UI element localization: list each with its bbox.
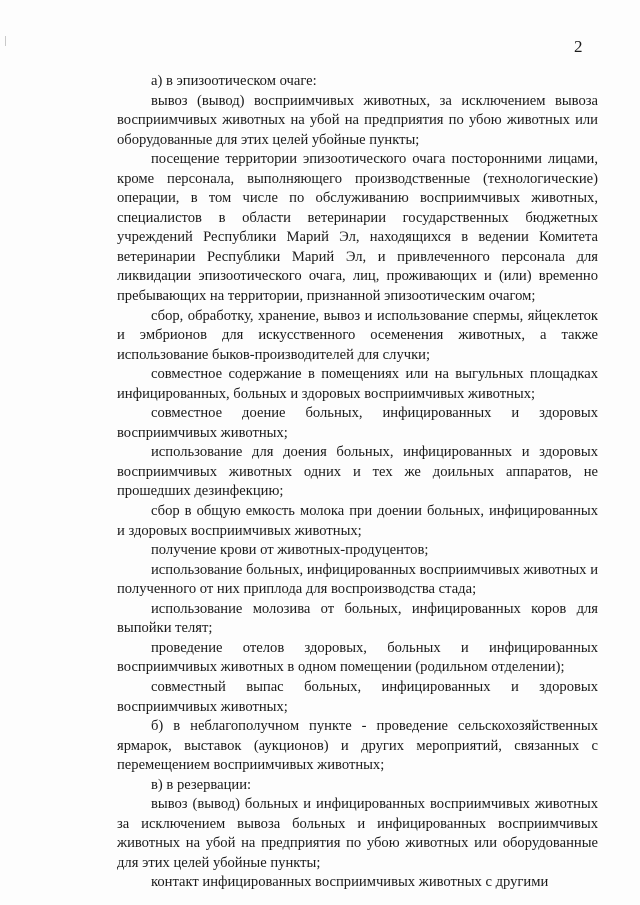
scan-margin-mark: [5, 36, 6, 46]
paragraph-b-unfavorable-point: б) в неблагополучном пункте - проведение сельскохозяйственных ярмарок, выставок (аукционов) и других мероприятий, связанных с перемещением восприимчивых животных;: [117, 718, 598, 774]
paragraph-calving: проведение отелов здоровых, больных и инфицированных восприимчивых животных в одном помещении (родильном отделении);: [117, 639, 598, 676]
paragraph-reservation-export: вывоз (вывод) больных и инфицированных восприимчивых животных за исключением вывоза больных и инфицированных восприимчивых животных на убой на предприятия по убою животных или оборудованные для этих целей убойные пункты;: [117, 796, 598, 871]
paragraph-joint-grazing: совместный выпас больных, инфицированных и здоровых восприимчивых животных;: [117, 678, 598, 715]
paragraph-colostrum: использование молозива от больных, инфицированных коров для выпойки телят;: [117, 600, 598, 637]
paragraph-a-heading: а) в эпизоотическом очаге:: [151, 73, 317, 89]
paragraph-joint-keeping: совместное содержание в помещениях или на выгульных площадках инфицированных, больных и здоровых восприимчивых животных;: [117, 366, 598, 402]
paragraph-visit-territory: посещение территории эпизоотического очага посторонними лицами, кроме персонала, выполняющего производственные (технологические) операции, в том числе по обслуживанию восприимчивых животных, специалистов в области ветеринарии государственных бюджетных учреждений Республики Марий Эл, находящихся в ведении Комитета ветеринарии Республики Марий Эл, и привлеченного персонала для ликвидации эпизоотического очага, лиц, проживающих и (или) временно пребывающих на территории, признанной эпизоотическим очагом;: [117, 151, 598, 305]
paragraph-c-heading: в) в резервации:: [151, 776, 252, 793]
document-body: [117, 72, 598, 893]
paragraph-joint-milking: совместное доение больных, инфицированных и здоровых восприимчивых животных;: [117, 405, 598, 441]
paragraph-blood-collection: получение крови от животных-продуцентов;: [151, 542, 429, 559]
paragraph-contact-infected: контакт инфицированных восприимчивых животных с другими: [151, 874, 549, 891]
paragraph-export-animals: вывоз (вывод) восприимчивых животных, за исключением вывоза восприимчивых животных на убой на предприятия по убою животных или оборудованные для этих целей убойные пункты;: [117, 92, 598, 148]
page-number: 2: [574, 37, 583, 56]
paragraph-milking-machines: использование для доения больных, инфицированных и здоровых восприимчивых животных одних и тех же доильных аппаратов, не прошедших дезинфекцию;: [117, 444, 598, 500]
paragraph-milk-collection: сбор в общую емкость молока при доении больных, инфицированных и здоровых восприимчивых животных;: [117, 503, 598, 539]
paragraph-sperm-collection: сбор, обработку, хранение, вывоз и использование спермы, яйцеклеток и эмбрионов для искусственного осеменения животных, а также использование быков-производителей для случки;: [117, 307, 598, 363]
paragraph-reproduction: использование больных, инфицированных восприимчивых животных и полученного от них приплода для воспроизводства стада;: [117, 561, 598, 598]
